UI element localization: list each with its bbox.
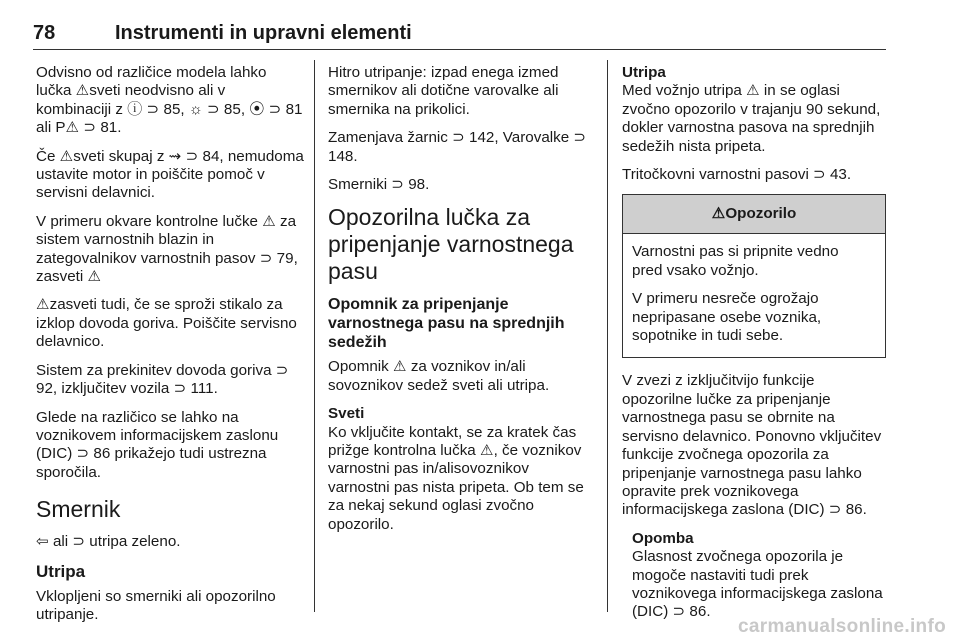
warning-paragraph: V primeru nesreče ogrožajo nepripasane osebe voznika, sopotnike in tudi sebe. (632, 290, 822, 345)
subheading-utripa: Utripa (622, 64, 666, 81)
paragraph: Ko vključite kontakt, se za kratek čas prižge kontrolna lučka ⚠, če voznikov varnostni pas in/alisovoznikov varnostni pas nista pripeta. Ob tem se za nekaj sekund oglasi zvočno opozorilo. (328, 423, 584, 533)
subheading-sveti: Sveti (328, 405, 365, 423)
subheading-utripa: Utripa (36, 561, 86, 581)
watermark: carmanualsonline.info (738, 616, 946, 637)
paragraph: Hitro utripanje: izpad enega izmed smernikov ali dotične varovalke ali smernika na prikolici. (328, 64, 559, 118)
paragraph: Če ⚠sveti skupaj z ⇝ ⊃ 84, nemudoma ustavite motor in poiščite pomoč v servisni delavnici. (36, 147, 304, 202)
column-2 (328, 64, 590, 544)
paragraph: V zvezi z izključitvijo funkcije opozorilne lučke za pripenjanje varnostnega pasu se obrnite na servisno delavnico. Ponovno vključitev funkcije zvočnega opozorila za pripenjanje varnostnega pasu lahko opravite prek voznikovega informacijskega zaslona (DIC) ⊃ 86. (622, 372, 882, 519)
paragraph: Odvisno od različice modela lahko lučka ⚠sveti neodvisno ali v kombinaciji z ⓘ ⊃ 85, ☼ ⊃ 85, ⦿ ⊃ 81 ali P⚠ ⊃ 81. (36, 64, 303, 137)
subheading-front-seat-reminder: Opomnik za pripenjanje varnostnega pasu na sprednjih sedežih (328, 296, 565, 352)
warning-title: ⚠Opozorilo (623, 195, 885, 234)
note-text: Glasnost zvočnega opozorila je mogoče nastaviti tudi prek voznikovega informacijskega zaslona (DIC) ⊃ 86. (632, 548, 883, 621)
section-heading-seatbelt-warning: Opozorilna lučka za pripenjanje varnostnega pasu (328, 204, 574, 285)
paragraph: Tritočkovni varnostni pasovi ⊃ 43. (622, 166, 852, 184)
paragraph: Opomnik ⚠ za voznikov in/ali sovoznikov sedež sveti ali utripa. (328, 358, 550, 394)
warning-body (623, 234, 885, 357)
paragraph: ⇦ ali ⊃ utripa zeleno. (36, 533, 181, 551)
warning-box (622, 194, 886, 358)
page-title: Instrumenti in upravni elementi (115, 22, 412, 44)
paragraph: Glede na različico se lahko na voznikovem informacijskem zaslonu (DIC) ⊃ 86 prikažejo tudi ustrezna sporočila. (36, 408, 279, 481)
note-title: Opomba (632, 529, 694, 547)
paragraph: Zamenjava žarnic ⊃ 142, Varovalke ⊃ 148. (328, 129, 587, 165)
paragraph: Vklopljeni so smerniki ali opozorilno utripanje. (36, 587, 276, 623)
paragraph: Med vožnjo utripa ⚠ in se oglasi zvočno opozorilo v trajanju 90 sekund, dokler varnostna pasova na sprednjih sedežih nista pripeta. (622, 82, 881, 155)
paragraph: Smerniki ⊃ 98. (328, 176, 430, 194)
column-divider-1 (314, 60, 315, 612)
warning-paragraph: Varnostni pas si pripnite vedno pred vsako vožnjo. (632, 243, 839, 279)
note-block (632, 530, 886, 622)
paragraph: ⚠zasveti tudi, če se sproži stikalo za izklop dovoda goriva. Poiščite servisno delavnico. (36, 296, 297, 351)
paragraph: Sistem za prekinitev dovoda goriva ⊃ 92, izključitev vozila ⊃ 111. (36, 361, 289, 398)
page-number: 78 (33, 22, 56, 44)
paragraph: V primeru okvare kontrolne lučke ⚠ za sistem varnostnih blazin in zategovalnikov varnostnih pasov ⊃ 79, zasveti ⚠ (36, 212, 298, 286)
column-3 (622, 64, 886, 622)
column-divider-2 (607, 60, 608, 612)
section-heading-smernik: Smernik (36, 496, 121, 523)
page-header (33, 22, 886, 52)
header-divider (33, 49, 886, 50)
column-1 (36, 64, 304, 634)
